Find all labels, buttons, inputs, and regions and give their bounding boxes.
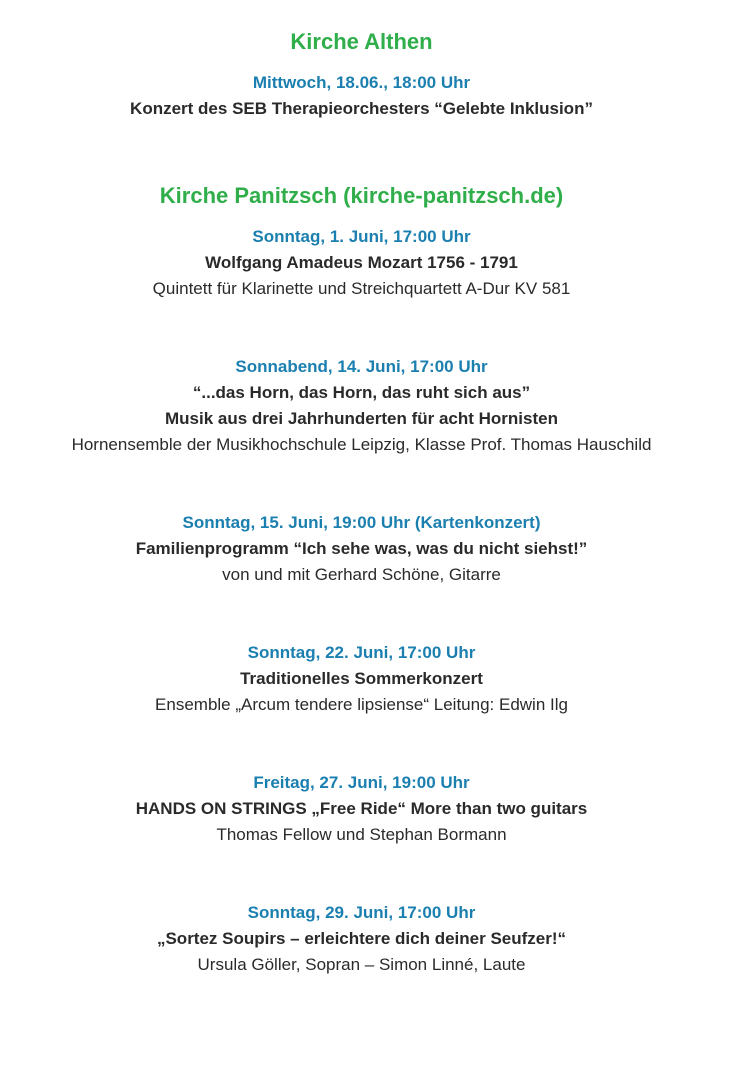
event-entry <box>0 510 723 588</box>
event-entry <box>0 900 723 978</box>
event-title: “...das Horn, das Horn, das ruht sich aus” <box>192 383 531 402</box>
event-date: Freitag, 27. Juni, 19:00 Uhr <box>253 773 470 792</box>
event-date: Sonntag, 29. Juni, 17:00 Uhr <box>247 903 476 922</box>
event-detail: von und mit Gerhard Schöne, Gitarre <box>222 565 501 584</box>
section-althen <box>0 28 723 122</box>
event-date: Sonntag, 22. Juni, 17:00 Uhr <box>247 643 476 662</box>
event-detail: Quintett für Klarinette und Streichquartett A-Dur KV 581 <box>152 279 571 298</box>
event-detail: Thomas Fellow und Stephan Bormann <box>216 825 507 844</box>
event-subtitle: Musik aus drei Jahrhunderten für acht Hornisten <box>165 409 558 428</box>
event-entry <box>0 70 723 122</box>
event-entry <box>0 770 723 848</box>
event-title: Familienprogramm “Ich sehe was, was du nicht siehst!” <box>135 539 588 558</box>
event-title: „Sortez Soupirs – erleichtere dich deiner Seufzer!“ <box>156 929 567 948</box>
event-title: Traditionelles Sommerkonzert <box>240 669 483 688</box>
event-date: Mittwoch, 18.06., 18:00 Uhr <box>252 73 471 92</box>
event-detail: Hornensemble der Musikhochschule Leipzig, Klasse Prof. Thomas Hauschild <box>71 435 652 454</box>
event-entry <box>0 354 723 458</box>
venue-heading: Kirche Panitzsch (kirche-panitzsch.de) <box>159 183 564 208</box>
event-title: Konzert des SEB Therapieorchesters “Gelebte Inklusion” <box>130 99 593 118</box>
event-date: Sonntag, 15. Juni, 19:00 Uhr (Kartenkonzert) <box>182 513 541 532</box>
venue-heading: Kirche Althen <box>290 29 433 54</box>
event-entry <box>0 640 723 718</box>
event-date: Sonntag, 1. Juni, 17:00 Uhr <box>252 227 471 246</box>
event-entry <box>0 224 723 302</box>
event-title: HANDS ON STRINGS „Free Ride“ More than two guitars <box>135 799 588 818</box>
event-date: Sonnabend, 14. Juni, 17:00 Uhr <box>235 357 488 376</box>
event-detail: Ensemble „Arcum tendere lipsiense“ Leitung: Edwin Ilg <box>155 695 568 714</box>
section-panitzsch <box>0 182 723 978</box>
event-title: Wolfgang Amadeus Mozart 1756 - 1791 <box>205 253 518 272</box>
event-detail: Ursula Göller, Sopran – Simon Linné, Laute <box>197 955 526 974</box>
